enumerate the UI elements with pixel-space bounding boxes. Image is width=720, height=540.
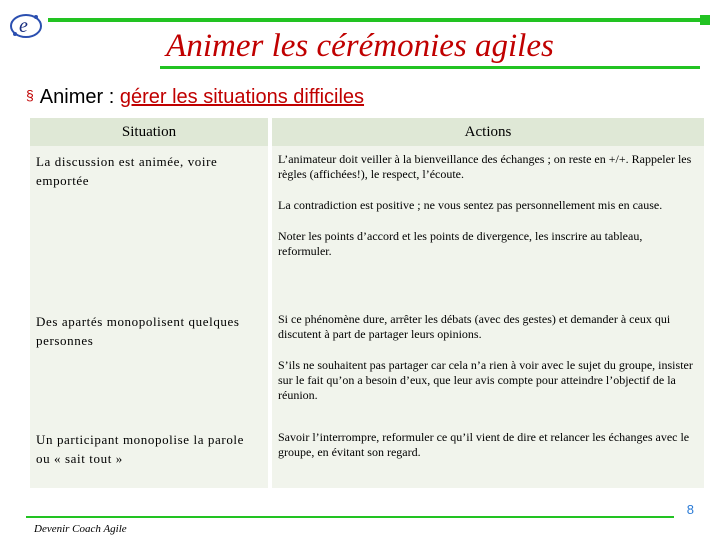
- action-paragraph: L’animateur doit veiller à la bienveillance des échanges ; on reste en +/+. Rappeler les règles (affichées!), le respect, l’écoute.: [278, 152, 692, 181]
- subtitle-highlight: gérer les situations difficiles: [119, 86, 365, 108]
- page-number: 8: [686, 502, 694, 517]
- actions-cell: [272, 146, 704, 306]
- situation-cell: Des apartés monopolisent quelques personnes: [30, 306, 268, 424]
- header-rule: [48, 18, 700, 22]
- action-paragraph: La contradiction est positive ; ne vous sentez pas personnellement mis en cause.: [278, 198, 663, 212]
- table-row: [30, 424, 704, 488]
- action-paragraph: S’ils ne souhaitent pas partager car cela n’a rien à voir avec le sujet du groupe, insister sur le fait qu’on a besoin d’eux, que leur avis compte pour atteindre l’objectif de la réunion.: [278, 358, 693, 402]
- header-actions: Actions: [272, 118, 704, 146]
- subtitle: [26, 84, 364, 108]
- action-paragraph: Si ce phénomène dure, arrêter les débats (avec des gestes) et demander à ceux qui discutent à part de partager leurs opinions.: [278, 312, 671, 341]
- footer-rule: [26, 516, 674, 518]
- header-rule-end: [700, 15, 710, 25]
- bullet-icon: §: [26, 87, 34, 103]
- action-paragraph: Noter les points d’accord et les points de divergence, les inscrire au tableau, reformuler.: [278, 229, 643, 258]
- title-underline: [160, 66, 700, 69]
- action-paragraph: Savoir l’interrompre, reformuler ce qu’il vient de dire et relancer les échanges avec le groupe, en évitant son regard.: [278, 430, 690, 459]
- actions-cell: [272, 306, 704, 424]
- page-title: Animer les cérémonies agiles: [166, 28, 554, 64]
- subtitle-prefix: Animer :: [39, 86, 120, 108]
- table-row: [30, 306, 704, 424]
- table-row: [30, 146, 704, 306]
- actions-cell: [272, 424, 704, 488]
- header-situation: Situation: [30, 118, 268, 146]
- footer-text: Devenir Coach Agile: [34, 523, 127, 535]
- situations-table: [26, 118, 708, 488]
- situation-cell: La discussion est animée, voire emportée: [30, 146, 268, 306]
- svg-text:e: e: [19, 15, 28, 37]
- situation-cell: Un participant monopolise la parole ou « sait tout »: [30, 424, 268, 488]
- table-header-row: [30, 118, 704, 146]
